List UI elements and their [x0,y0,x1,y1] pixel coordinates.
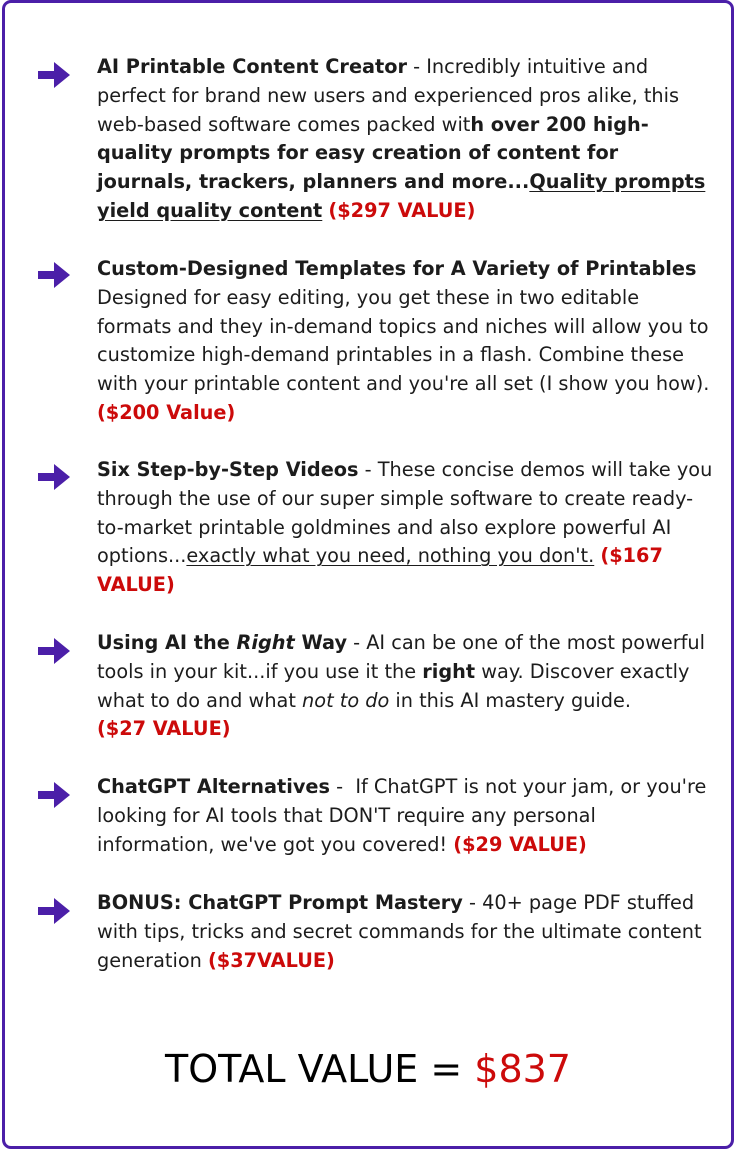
offer-item-text: AI Printable Content Creator - Incredibly intuitive and perfect for brand new users and experienced pros alike, this web-based software comes packed with over 200 high-quality prompts for easy creation of content for journals, trackers, planners and more...Quality prompts yield quality content ($297 VALUE) [97,55,706,222]
offer-item-title: ChatGPT Alternatives [97,775,330,798]
offer-item-description: AI can be one of the most powerful tools in your kit...if you use it the [97,631,706,683]
offer-item-text: ChatGPT Alternatives - If ChatGPT is not your jam, or you're looking for AI tools that DON'T require any personal information, we've got you covered! ($29 VALUE) [97,775,707,856]
arrow-right-icon [35,636,73,666]
offer-item-description: If ChatGPT is not your jam, or you're looking for AI tools that DON'T require any personal information, we've got you covered! [97,775,707,856]
offer-item-value: ($37VALUE) [208,948,335,972]
offer-item-value: ($29 VALUE) [453,832,587,856]
offer-item-value: ($297 VALUE) [328,198,476,222]
offer-item-text: BONUS: ChatGPT Prompt Mastery - 40+ page PDF stuffed with tips, tricks and secret commands for the ultimate content generation ($37VALUE) [97,891,702,972]
offer-item-text: Using AI the Right Way - AI can be one of the most powerful tools in your kit...if you use it the right way. Discover exactly what to do and what not to do in this AI mastery guide. ($27 VALUE) [97,631,706,741]
offer-item-title: AI Printable Content Creator [97,55,408,78]
arrow-right-icon [35,780,73,810]
offer-item-title: Custom-Designed Templates for A Variety of Printables [97,257,697,280]
offer-item-value: ($200 Value) [97,400,236,424]
offer-item-value: ($27 VALUE) [97,717,231,741]
total-amount: $837 [474,1047,571,1091]
offer-item-highlight: Quality prompts yield quality content [97,170,706,222]
offer-item-description: Incredibly intuitive and perfect for brand new users and experienced pros alike, this web-based software comes packed wit [97,55,680,136]
arrow-right-icon [35,896,73,926]
offer-item-highlight: exactly what you need, nothing you don't. [186,544,595,568]
offer-item-title: Using AI the Right Way [97,631,348,654]
offer-item-title: Six Step-by-Step Videos [97,458,359,481]
arrow-right-icon [35,260,73,290]
offer-item-value: ($167 VALUE) [97,544,663,597]
offer-item-description: These concise demos will take you through the use of our super simple software to create ready-to-market printable goldmines and also explore powerful AI options... [97,458,713,568]
offer-item-text [97,255,719,428]
offer-item-description: Designed for easy editing, you get these in two editable formats and they in-demand topics and niches will allow you to customize high-demand printables in a flash. Combine these with your printable content and you're all set (I show you how). [97,285,710,396]
total-value [5,1046,731,1092]
offer-item-title: BONUS: ChatGPT Prompt Mastery [97,891,463,914]
offer-item-text: Six Step-by-Step Videos - These concise demos will take you through the use of our super simple software to create ready-to-market printable goldmines and also explore powerful AI options...exactly what you need, nothing you don't. ($167 VALUE) [97,458,713,597]
arrow-right-icon [35,60,73,90]
arrow-right-icon [35,462,73,492]
total-label: TOTAL VALUE = [164,1047,475,1091]
offer-frame [2,0,734,1149]
offer-item-description: 40+ page PDF stuffed with tips, tricks and secret commands for the ultimate content generation [97,891,702,972]
